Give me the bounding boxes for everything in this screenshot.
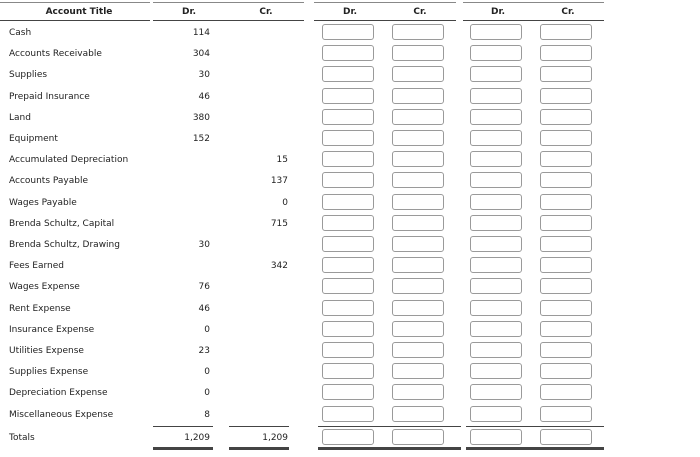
trial-balance-dr-value: 0 — [204, 388, 210, 399]
header-top-rule — [463, 2, 604, 3]
adjustments-cr-input[interactable] — [392, 130, 444, 146]
account-name: Cash — [9, 28, 32, 38]
adjustments-cr-input[interactable] — [392, 66, 444, 82]
totals-cr-value: 1,209 — [262, 433, 288, 443]
adjustments-cr-input[interactable] — [392, 151, 444, 167]
adjusted-dr-total-input[interactable] — [470, 429, 522, 445]
adjustments-dr-input[interactable] — [322, 130, 374, 146]
adjustments-dr-input[interactable] — [322, 406, 374, 422]
trial-balance-cr-value — [248, 387, 288, 399]
adjustments-cr-input[interactable] — [392, 24, 444, 40]
adjustments-dr-input[interactable] — [322, 109, 374, 125]
adjustments-dr-input[interactable] — [322, 66, 374, 82]
adjustments-dr-input[interactable] — [322, 278, 374, 294]
account-title-header: Account Title — [45, 7, 113, 17]
adjustments-cr-input[interactable] — [392, 321, 444, 337]
adjusted-dr-input[interactable] — [470, 66, 522, 82]
account-name: Equipment — [9, 134, 58, 144]
adjusted-dr-input[interactable] — [470, 257, 522, 273]
trial-balance-dr-value — [170, 175, 210, 187]
adjustments-dr-input[interactable] — [322, 300, 374, 316]
trial-balance-cr-value: 137 — [270, 176, 288, 187]
account-name: Depreciation Expense — [9, 388, 108, 399]
adjustments-cr-input[interactable] — [392, 342, 444, 358]
account-name: Miscellaneous Expense — [9, 409, 114, 420]
adjusted-cr-input[interactable] — [540, 342, 592, 358]
totals-dr-value: 1,209 — [184, 433, 210, 443]
adjusted-cr-input[interactable] — [540, 194, 592, 210]
trial-balance-dr-value — [170, 154, 210, 166]
account-name: Fees Earned — [9, 261, 65, 272]
adjusted-cr-input[interactable] — [540, 66, 592, 82]
trial-balance-dr-value: 23 — [198, 346, 210, 356]
trial-balance-dr-value: 30 — [198, 70, 210, 81]
adjusted-dr-input[interactable] — [470, 321, 522, 337]
adjusted-cr-input[interactable] — [540, 321, 592, 337]
adjusted-cr-header: Cr. — [561, 7, 575, 17]
adjustments-cr-input[interactable] — [392, 45, 444, 61]
header-bottom-rule — [463, 20, 604, 21]
adjusted-dr-input[interactable] — [470, 88, 522, 104]
trial-balance-dr-value: 46 — [198, 303, 210, 314]
account-name: Accounts Receivable — [9, 49, 102, 60]
adjustments-cr-total-input[interactable] — [392, 429, 444, 445]
trial-balance-dr-value: 304 — [192, 49, 210, 60]
adjusted-dr-input[interactable] — [470, 384, 522, 400]
trial-balance-dr-value: 152 — [192, 134, 210, 144]
account-name: Accumulated Depreciation — [9, 155, 129, 166]
adjusted-dr-input[interactable] — [470, 406, 522, 422]
trial-balance-cr-value: 15 — [276, 155, 288, 166]
adjustments-dr-input[interactable] — [322, 363, 374, 379]
adjustments-cr-input[interactable] — [392, 194, 444, 210]
account-name: Land — [9, 112, 31, 123]
adjusted-cr-input[interactable] — [540, 215, 592, 231]
adjustments-cr-input[interactable] — [392, 257, 444, 273]
adjusted-cr-total-input[interactable] — [540, 429, 592, 445]
adjustments-dr-input[interactable] — [322, 257, 374, 273]
adjusted-dr-input[interactable] — [470, 278, 522, 294]
account-name: Prepaid Insurance — [9, 91, 90, 102]
header-top-rule — [153, 2, 304, 3]
adjustments-dr-input[interactable] — [322, 215, 374, 231]
trial-balance-dr-value — [170, 197, 210, 209]
adjustments-cr-input[interactable] — [392, 215, 444, 231]
trial-balance-cr-value — [248, 345, 288, 357]
adjusted-dr-input[interactable] — [470, 300, 522, 316]
adjustments-cr-input[interactable] — [392, 300, 444, 316]
account-name: Brenda Schultz, Drawing — [9, 240, 120, 250]
adjustments-cr-input[interactable] — [392, 278, 444, 294]
adjustments-dr-input[interactable] — [322, 342, 374, 358]
totals-top-rule — [466, 426, 604, 427]
adjustments-dr-header: Dr. — [342, 7, 358, 17]
header-bottom-rule — [314, 20, 456, 21]
adjustments-dr-input[interactable] — [322, 321, 374, 337]
trial-balance-dr-value: 8 — [204, 409, 210, 420]
adjustments-dr-input[interactable] — [322, 384, 374, 400]
account-name: Brenda Schultz, Capital — [9, 218, 115, 229]
adjustments-dr-input[interactable] — [322, 236, 374, 252]
trial-balance-cr-value — [248, 133, 288, 145]
adjusted-dr-input[interactable] — [470, 45, 522, 61]
trial-balance-dr-value: 0 — [204, 324, 210, 335]
trial-balance-cr-value — [248, 112, 288, 124]
adjusted-cr-input[interactable] — [540, 257, 592, 273]
adjusted-dr-input[interactable] — [470, 24, 522, 40]
trial-balance-dr-value — [170, 218, 210, 230]
adjusted-dr-input[interactable] — [470, 363, 522, 379]
totals-top-rule — [229, 426, 289, 427]
adjusted-cr-input[interactable] — [540, 300, 592, 316]
trial-balance-dr-value: 46 — [198, 91, 210, 102]
adjustments-cr-input[interactable] — [392, 109, 444, 125]
account-name: Insurance Expense — [9, 324, 95, 335]
totals-double-rule — [466, 447, 604, 450]
adjusted-cr-input[interactable] — [540, 151, 592, 167]
trial-balance-dr-value: 76 — [198, 282, 210, 293]
trial-balance-cr-value — [248, 27, 288, 39]
adjustments-cr-input[interactable] — [392, 363, 444, 379]
account-name: Wages Expense — [9, 282, 80, 293]
adjusted-cr-input[interactable] — [540, 406, 592, 422]
trial-balance-dr-value: 380 — [192, 112, 210, 123]
adjusted-dr-input[interactable] — [470, 236, 522, 252]
account-name: Wages Payable — [9, 197, 77, 208]
adjusted-dr-header: Dr. — [490, 7, 506, 17]
adjustments-dr-total-input[interactable] — [322, 429, 374, 445]
adjusted-cr-input[interactable] — [540, 24, 592, 40]
adjusted-dr-input[interactable] — [470, 215, 522, 231]
adjusted-cr-input[interactable] — [540, 384, 592, 400]
trial-balance-dr-value: 0 — [204, 367, 210, 378]
trial-balance-cr-value — [248, 69, 288, 81]
trial-balance-cr-value: 0 — [282, 197, 288, 208]
adjusted-cr-input[interactable] — [540, 109, 592, 125]
totals-top-rule — [318, 426, 461, 427]
trial-balance-cr-value — [248, 303, 288, 315]
adjusted-dr-input[interactable] — [470, 342, 522, 358]
trial-balance-cr-value — [248, 366, 288, 378]
account-name: Rent Expense — [9, 303, 71, 314]
trial-balance-dr-value: 114 — [192, 28, 210, 38]
totals-double-rule — [229, 447, 289, 450]
adjustments-cr-input[interactable] — [392, 88, 444, 104]
adjustments-dr-input[interactable] — [322, 172, 374, 188]
adjustments-cr-input[interactable] — [392, 384, 444, 400]
trial-balance-cr-value — [248, 281, 288, 293]
adjusted-cr-input[interactable] — [540, 130, 592, 146]
adjusted-cr-input[interactable] — [540, 363, 592, 379]
header-top-rule — [0, 2, 150, 3]
trial-balance-dr-header: Dr. — [181, 7, 197, 17]
adjusted-cr-input[interactable] — [540, 45, 592, 61]
adjustments-dr-input[interactable] — [322, 88, 374, 104]
adjustments-cr-input[interactable] — [392, 236, 444, 252]
trial-balance-cr-value — [248, 409, 288, 421]
adjustments-dr-input[interactable] — [322, 194, 374, 210]
trial-balance-dr-value: 30 — [198, 240, 210, 250]
totals-double-rule — [318, 447, 461, 450]
trial-balance-cr-value — [248, 91, 288, 103]
trial-balance-cr-value — [248, 239, 288, 251]
header-top-rule — [314, 2, 456, 3]
adjusted-dr-input[interactable] — [470, 130, 522, 146]
trial-balance-cr-value — [248, 48, 288, 60]
adjusted-dr-input[interactable] — [470, 194, 522, 210]
trial-balance-dr-value — [170, 260, 210, 272]
account-name: Accounts Payable — [9, 176, 89, 187]
header-bottom-rule — [0, 20, 150, 21]
trial-balance-cr-value — [248, 324, 288, 336]
adjusted-dr-input[interactable] — [470, 172, 522, 188]
account-name: Supplies Expense — [9, 367, 89, 378]
totals-label: Totals — [9, 433, 35, 443]
adjusted-dr-input[interactable] — [470, 151, 522, 167]
adjusted-cr-input[interactable] — [540, 88, 592, 104]
adjustments-cr-header: Cr. — [413, 7, 427, 17]
adjusted-cr-input[interactable] — [540, 172, 592, 188]
adjustments-dr-input[interactable] — [322, 45, 374, 61]
trial-balance-cr-value: 342 — [270, 261, 288, 272]
adjustments-dr-input[interactable] — [322, 151, 374, 167]
header-bottom-rule — [153, 20, 304, 21]
adjusted-cr-input[interactable] — [540, 278, 592, 294]
adjustments-cr-input[interactable] — [392, 406, 444, 422]
adjusted-cr-input[interactable] — [540, 236, 592, 252]
trial-balance-cr-header: Cr. — [259, 7, 273, 17]
adjusted-dr-input[interactable] — [470, 109, 522, 125]
account-name: Supplies — [9, 70, 48, 81]
adjustments-dr-input[interactable] — [322, 24, 374, 40]
adjustments-cr-input[interactable] — [392, 172, 444, 188]
trial-balance-cr-value: 715 — [270, 218, 288, 229]
totals-double-rule — [153, 447, 213, 450]
totals-top-rule — [153, 426, 213, 427]
account-name: Utilities Expense — [9, 346, 84, 356]
